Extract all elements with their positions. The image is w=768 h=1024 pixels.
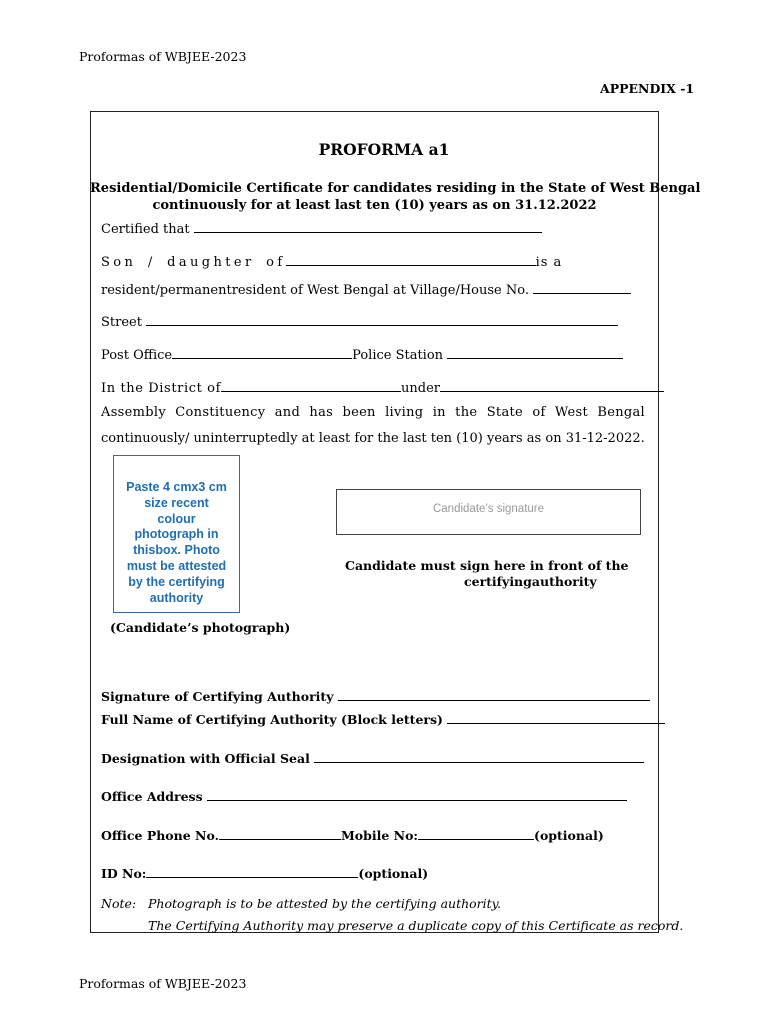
form-title: PROFORMA a1 xyxy=(318,140,450,159)
post-office-row xyxy=(101,346,623,363)
page-footer: Proformas of WBJEE-2023 xyxy=(79,976,247,991)
under-field[interactable] xyxy=(440,379,664,392)
street-label: Street xyxy=(101,315,142,330)
photo-paste-box[interactable] xyxy=(113,455,240,613)
photo-instruction-line: photograph in xyxy=(134,527,219,542)
note-line2: The Certifying Authority may preserve a duplicate copy of this Certificate as record. xyxy=(148,918,684,933)
id-label: ID No: xyxy=(101,866,147,881)
note-label: Note: xyxy=(101,896,137,911)
mobile-field[interactable] xyxy=(418,827,534,840)
resident-row xyxy=(101,281,631,298)
authority-name-field[interactable] xyxy=(447,711,665,724)
photo-caption: (Candidate’s photograph) xyxy=(110,620,291,635)
office-phone-field[interactable] xyxy=(219,827,341,840)
continuously-line: continuously/ uninterruptedly at least for the last ten (10) years as on 31-12-2022. xyxy=(101,431,645,446)
form-subtitle-line1: Residential/Domicile Certificate for candidates residing in the State of West Bengal xyxy=(90,181,701,196)
sign-instruction-line2: certifyingauthority xyxy=(464,574,597,589)
phone-row xyxy=(101,827,604,843)
note-line1: Photograph is to be attested by the certifying authority. xyxy=(148,896,502,911)
designation-row xyxy=(101,750,644,766)
certified-that-field[interactable] xyxy=(194,220,542,233)
authority-signature-label: Signature of Certifying Authority xyxy=(101,689,334,704)
signature-placeholder: Candidate’s signature xyxy=(432,503,545,515)
post-office-label: Post Office xyxy=(101,348,173,363)
assembly-text: Assembly Constituency and has been living in the State of West Bengal xyxy=(101,405,645,420)
parent-name-field[interactable] xyxy=(286,253,536,266)
candidate-signature-box[interactable] xyxy=(336,489,641,535)
son-daughter-row xyxy=(101,253,562,270)
street-field[interactable] xyxy=(146,313,618,326)
under-label: under xyxy=(401,381,440,396)
office-phone-label: Office Phone No. xyxy=(101,828,219,843)
form-subtitle-line2: continuously for at least last ten (10) years as on 31.12.2022 xyxy=(152,198,597,213)
district-row xyxy=(101,379,664,396)
authority-name-row xyxy=(101,711,665,727)
is-a-label: is a xyxy=(535,255,563,270)
authority-signature-row xyxy=(101,688,650,704)
photo-instruction-line: colour xyxy=(157,511,196,526)
certified-that-label: Certified that xyxy=(101,222,190,237)
page-header: Proformas of WBJEE-2023 xyxy=(79,49,247,64)
designation-field[interactable] xyxy=(314,750,644,763)
id-row xyxy=(101,865,428,881)
photo-instruction-line: must be attested xyxy=(126,558,227,573)
assembly-line xyxy=(101,405,645,420)
district-field[interactable] xyxy=(221,379,401,392)
street-row xyxy=(101,313,618,330)
post-office-field[interactable] xyxy=(172,346,352,359)
authority-name-label: Full Name of Certifying Authority (Block letters) xyxy=(101,712,443,727)
certified-that-row xyxy=(101,220,542,237)
photo-instruction-line: thisbox. Photo xyxy=(133,543,220,558)
son-daughter-label: Son / daughter of xyxy=(101,255,286,270)
mobile-label: Mobile No: xyxy=(340,828,419,843)
police-station-field[interactable] xyxy=(447,346,623,359)
id-field[interactable] xyxy=(146,865,358,878)
photo-instruction-line: size recent xyxy=(144,495,209,510)
district-label: In the District of xyxy=(101,381,221,396)
id-optional-label: (optional) xyxy=(358,866,429,881)
authority-signature-field[interactable] xyxy=(338,688,650,701)
photo-instruction-line: Paste 4 cmx3 cm xyxy=(126,480,227,494)
photo-instruction-line: authority xyxy=(149,590,204,605)
mobile-optional-label: (optional) xyxy=(534,828,604,843)
appendix-label: APPENDIX -1 xyxy=(600,81,695,96)
police-station-label: Police Station xyxy=(352,348,444,363)
office-address-field[interactable] xyxy=(207,788,627,801)
photo-instruction-line: by the certifying xyxy=(128,574,225,589)
office-address-row xyxy=(101,788,627,804)
resident-label: resident/permanentresident of West Bengal at Village/House No. xyxy=(101,283,529,298)
designation-label: Designation with Official Seal xyxy=(101,751,310,766)
office-address-label: Office Address xyxy=(101,789,203,804)
sign-instruction-line1: Candidate must sign here in front of the xyxy=(345,558,629,573)
house-no-field[interactable] xyxy=(533,281,631,294)
